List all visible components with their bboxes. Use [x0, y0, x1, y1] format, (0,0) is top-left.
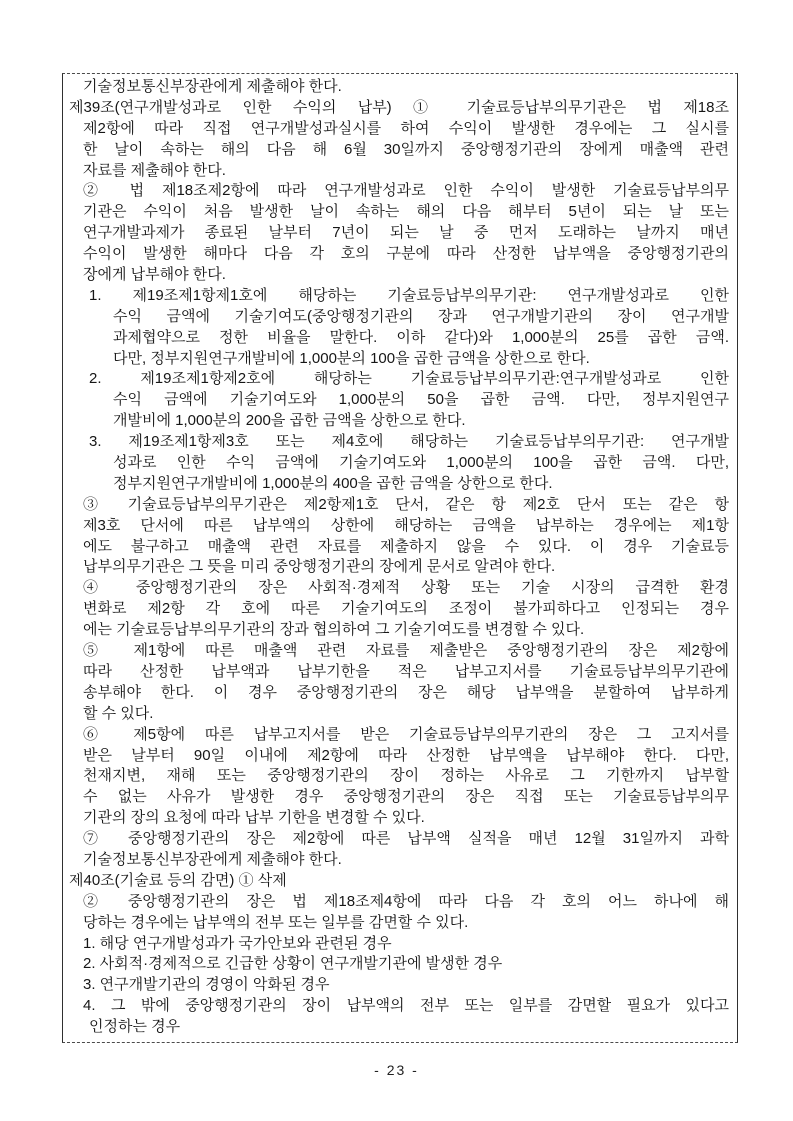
- text-line: 정부지원연구개발비에 1,000분의 400을 곱한 금액을 상한으로 한다.: [113, 474, 553, 492]
- text-line: 에는 기술료등납부의무기관의 장과 협의하여 그 기술기여도를 변경할 수 있다.: [83, 621, 585, 639]
- text-line: ⑤ 제1항에 따른 매출액 관련 자료를 제출받은 중앙행정기관의 장은 제2항에: [83, 642, 729, 660]
- text-line: ③ 기술료등납부의무기관은 제2항제1호 단서, 같은 항 제2호 단서 또는 같은 항: [83, 495, 729, 513]
- text-line: 할 수 있다.: [83, 704, 154, 722]
- text-line: 기술정보통신부장관에게 제출해야 한다.: [83, 850, 342, 868]
- text-line: 제2항에 따라 직접 연구개발성과실시를 하여 수익이 발생한 경우에는 그 실시를: [83, 119, 729, 137]
- text-line: 수 없는 사유가 발생한 경우 중앙행정기관의 장은 직접 또는 기술료등납부의무: [83, 788, 729, 806]
- text-line: 다만, 정부지원연구개발비에 1,000분의 100을 곱한 금액을 상한으로 한다.: [113, 349, 590, 367]
- text-line: 3. 제19조제1항제3호 또는 제4호에 해당하는 기술료등납부의무기관: 연구개발: [89, 433, 729, 451]
- text-line: ⑥ 제5항에 따른 납부고지서를 받은 기술료등납부의무기관의 장은 그 고지서를: [83, 725, 729, 743]
- text-line: 3. 연구개발기관의 경영이 악화된 경우: [83, 976, 330, 994]
- text-line: 장에게 납부해야 한다.: [83, 266, 226, 284]
- text-line: 1. 해당 연구개발성과가 국가안보와 관련된 경우: [83, 934, 392, 952]
- text-line: 수익 금액에 기술기여도와 1,000분의 50을 곱한 금액. 다만, 정부지원연구: [113, 391, 729, 409]
- text-line: 연구개발과제가 종료된 날부터 7년이 되는 날 중 먼저 도래하는 날까지 매년: [83, 224, 729, 242]
- text-line: 1. 제19조제1항제1호에 해당하는 기술료등납부의무기관: 연구개발성과로 인한: [89, 286, 729, 304]
- text-line: 송부해야 한다. 이 경우 중앙행정기관의 장은 해당 납부액을 분할하여 납부하게: [83, 683, 729, 701]
- text-line: 기관의 장의 요청에 따라 납부 기한을 변경할 수 있다.: [83, 809, 425, 827]
- text-line: 천재지변, 재해 또는 중앙행정기관의 장이 정하는 사유로 그 기한까지 납부할: [83, 767, 729, 785]
- text-line: 제40조(기술료 등의 감면) ① 삭제: [69, 871, 287, 889]
- text-line: ② 중앙행정기관의 장은 법 제18조제4항에 따라 다음 각 호의 어느 하나에 해: [83, 892, 729, 910]
- text-line: ④ 중앙행정기관의 장은 사회적·경제적 상황 또는 기술 시장의 급격한 환경: [83, 579, 729, 597]
- text-line: 기술정보통신부장관에게 제출해야 한다.: [83, 78, 342, 95]
- text-line: 4. 그 밖에 중앙행정기관의 장이 납부액의 전부 또는 일부를 감면할 필요가 있다고: [83, 997, 729, 1015]
- text-line: 2. 제19조제1항제2호에 해당하는 기술료등납부의무기관:연구개발성과로 인한: [89, 370, 729, 388]
- text-line: ⑦ 중앙행정기관의 장은 제2항에 따른 납부액 실적을 매년 12월 31일까지 과학: [83, 830, 729, 848]
- content-frame: [62, 73, 738, 1043]
- text-line: 2. 사회적·경제적으로 긴급한 상황이 연구개발기관에 발생한 경우: [83, 955, 503, 973]
- text-line: 개발비에 1,000분의 200을 곱한 금액을 상한으로 한다.: [113, 412, 466, 430]
- text-line: 한 날이 속하는 해의 다음 해 6월 30일까지 중앙행정기관의 장에게 매출액 관련: [83, 140, 729, 158]
- text-line: 수익 금액에 기술기여도(중앙행정기관의 장과 연구개발기관의 장이 연구개발: [113, 307, 729, 325]
- text-line: 인정하는 경우: [89, 1018, 181, 1036]
- text-line: 과제협약으로 정한 비율을 말한다. 이하 같다)와 1,000분의 25를 곱한 금액.: [113, 328, 729, 346]
- page-number: - 23 -: [374, 1062, 419, 1078]
- text-line: 따라 산정한 납부액과 납부기한을 적은 납부고지서를 기술료등납부의무기관에: [83, 662, 729, 680]
- document-body: [69, 77, 729, 1038]
- text-line: 에도 불구하고 매출액 관련 자료를 제출하지 않을 수 있다. 이 경우 기술료등: [83, 537, 729, 555]
- text-line: 성과로 인한 수익 금액에 기술기여도와 1,000분의 100을 곱한 금액. 다만,: [113, 454, 729, 472]
- text-line: 받은 날부터 90일 이내에 제2항에 따라 산정한 납부액을 납부해야 한다. 다만,: [83, 746, 729, 764]
- text-line: 제3호 단서에 따른 납부액의 상한에 해당하는 금액을 납부하는 경우에는 제1항: [83, 516, 729, 534]
- text-line: 수익이 발생한 해마다 다음 각 호의 구분에 따라 산정한 납부액을 중앙행정기관의: [83, 245, 729, 263]
- text-line: 납부의무기관은 그 뜻을 미리 중앙행정기관의 장에게 문서로 알려야 한다.: [83, 558, 556, 576]
- text-line: ② 법 제18조제2항에 따라 연구개발성과로 인한 수익이 발생한 기술료등납부의무: [83, 182, 729, 200]
- text-line: 기관은 수익이 처음 발생한 날이 속하는 해의 다음 해부터 5년이 되는 날 또는: [83, 203, 729, 221]
- text-line: 변화로 제2항 각 호에 따른 기술기여도의 조정이 불가피하다고 인정되는 경우: [83, 600, 729, 618]
- text-line: 당하는 경우에는 납부액의 전부 또는 일부를 감면할 수 있다.: [83, 913, 469, 931]
- text-line: 자료를 제출해야 한다.: [83, 161, 226, 179]
- text-line: 제39조(연구개발성과로 인한 수익의 납부) ① 기술료등납부의무기관은 법 제18조: [69, 98, 729, 116]
